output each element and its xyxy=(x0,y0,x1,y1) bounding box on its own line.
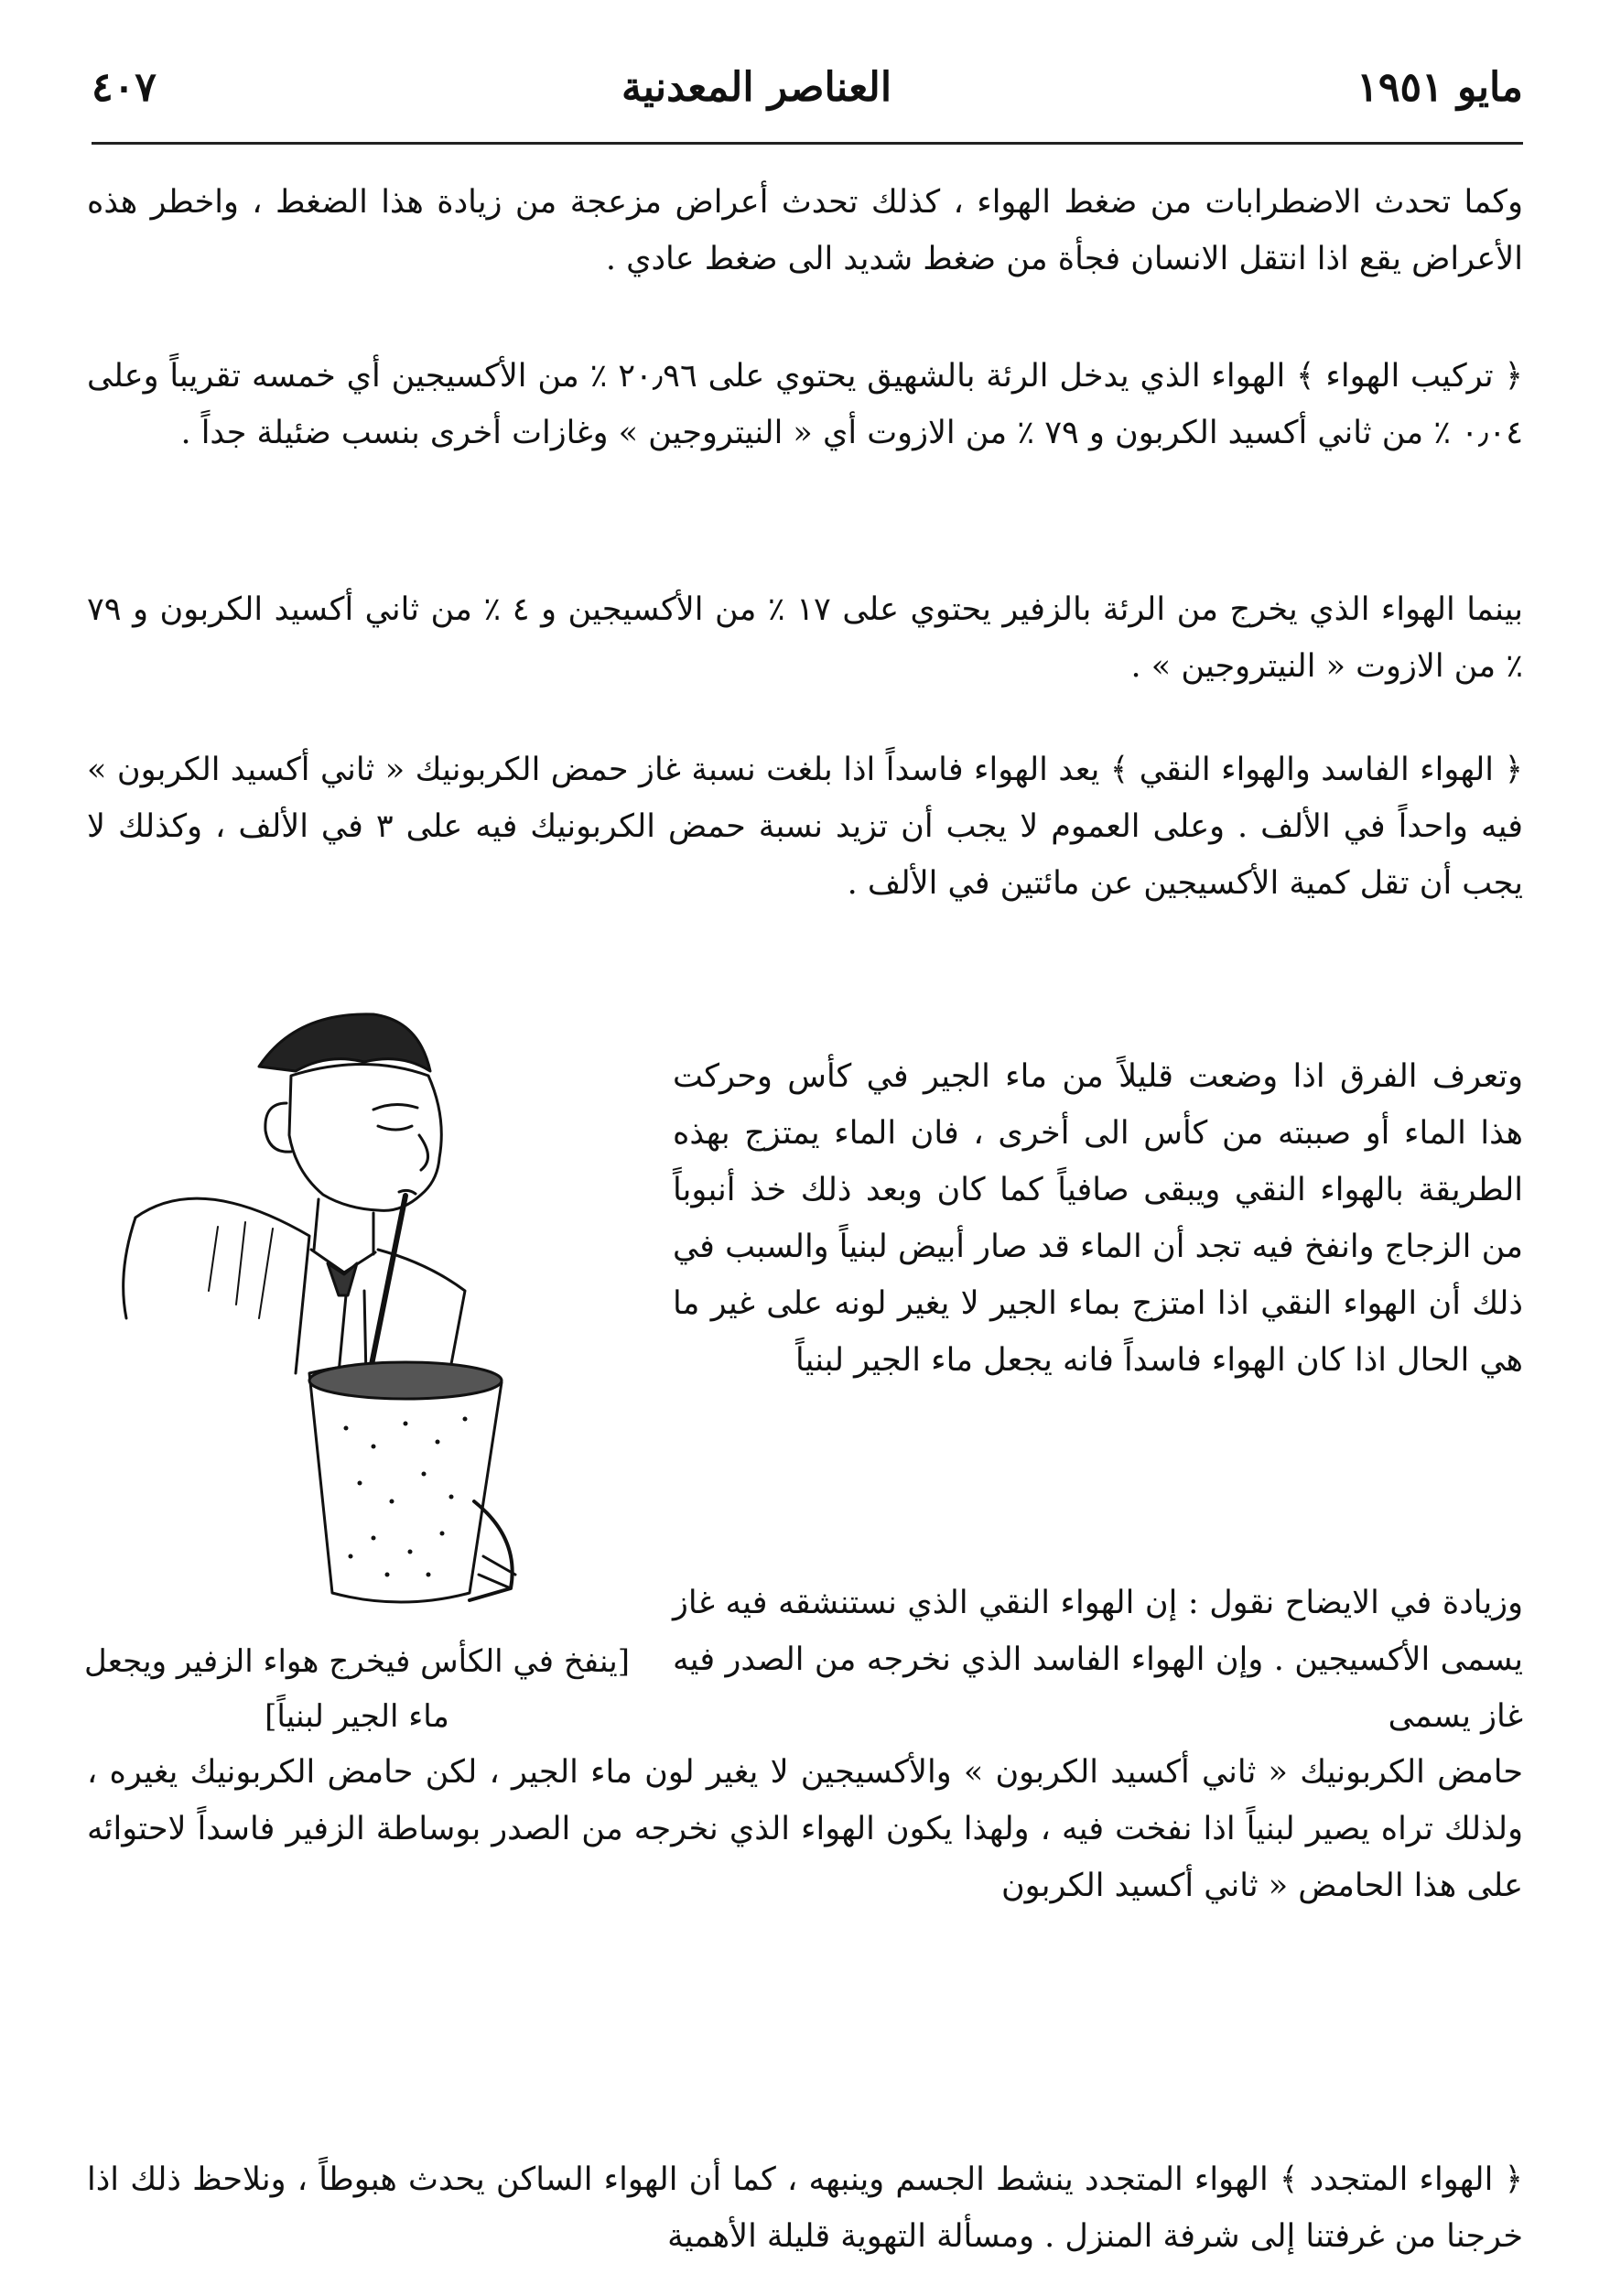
page-number: ٤٠٧ xyxy=(92,63,157,111)
paragraph-clarification: وزيادة في الايضاح نقول : إن الهواء النقي الذي نستنشقه فيه غاز يسمى الأكسيجين . وإن الهواء الفاسد الذي نخرجه من الصدر فيه غاز يسمى xyxy=(673,1585,1523,1735)
paragraph-exhaled-air: بينما الهواء الذي يخرج من الرئة بالزفير يحتوي على ١٧ ٪ من الأكسيجين و ٤ ٪ من ثاني أكسيد الكربون و ٧٩ ٪ من الازوت « النيتروجين » . xyxy=(87,591,1523,685)
header-date: مايو ١٩٥١ xyxy=(1356,63,1523,111)
header-title: العناصر المعدنية xyxy=(621,63,892,111)
boy-blowing-into-glass-illustration xyxy=(99,989,611,1611)
paragraph-pressure: وكما تحدث الاضطرابات من ضغط الهواء ، كذلك تحدث أعراض مزعجة من زيادة هذا الضغط ، واخطر هذه الأعراض يقع اذا انتقل الانسان فجأة من ضغط شديد الى ضغط عادي . xyxy=(87,184,1523,277)
paragraph-air-composition: ﴿ تركيب الهواء ﴾ الهواء الذي يدخل الرئة بالشهيق يحتوي على ٢٠٫٩٦ ٪ من الأكسيجين أي خمسه تقريباً وعلى ٠٫٠٤ ٪ من ثاني أكسيد الكربون و ٧٩ ٪ من الازوت أي « النيتروجين » وغازات أخرى بنسب ضئيلة جداً . xyxy=(87,358,1523,451)
paragraph-lime-water-test: وتعرف الفرق اذا وضعت قليلاً من ماء الجير في كأس وحركت هذا الماء أو صببته من كأس الى أخرى ، فان الماء يمتزج بهذه الطريقة بالهواء النقي ويبقى صافياً كما كان وبعد ذلك خذ أنبوباً من الزجاج وانفخ فيه تجد أن الماء قد صار أبيض لبنياً والسبب في ذلك أن الهواء النقي اذا امتزج بماء الجير لا يغير لونه على غير ما هي الحال اذا كان الهواء فاسداً فانه يجعل ماء الجير لبنياً xyxy=(673,1058,1523,1379)
paragraph-renewed-air: ﴿ الهواء المتجدد ﴾ الهواء المتجدد ينشط الجسم وينبهه ، كما أن الهواء الساكن يحدث هبوطاً ، ونلاحظ ذلك اذا خرجنا من غرفتنا إلى شرفة المنزل . ومسألة التهوية قليلة الأهمية xyxy=(87,2161,1523,2255)
figure-caption: [ينفخ في الكأس فيخرج هواء الزفير ويجعل ماء الجير لبنياً] xyxy=(84,1643,630,1735)
running-header xyxy=(92,50,1523,124)
paragraph-foul-and-clean-air: ﴿ الهواء الفاسد والهواء النقي ﴾ يعد الهواء فاسداً اذا بلغت نسبة غاز حمض الكربونيك « ثاني أكسيد الكربون » فيه واحداً في الألف . وعلى العموم لا يجب أن تزيد نسبة حمض الكربونيك فيه على ٣ في الألف ، وكذلك لا يجب أن تقل كمية الأكسيجين عن مائتين في الألف . xyxy=(87,752,1523,902)
paragraph-carbonic-acid: حامض الكربونيك « ثاني أكسيد الكربون » والأكسيجين لا يغير لون ماء الجير ، لكن حامض الكربونيك يغيره ، ولذلك تراه يصير لبنياً اذا نفخت فيه ، ولهذا يكون الهواء الذي نخرجه من الصدر بوساطة الزفير فاسداً لاحتوائه على هذا الحامض « ثاني أكسيد الكربون xyxy=(87,1754,1523,1904)
header-rule xyxy=(92,142,1523,145)
